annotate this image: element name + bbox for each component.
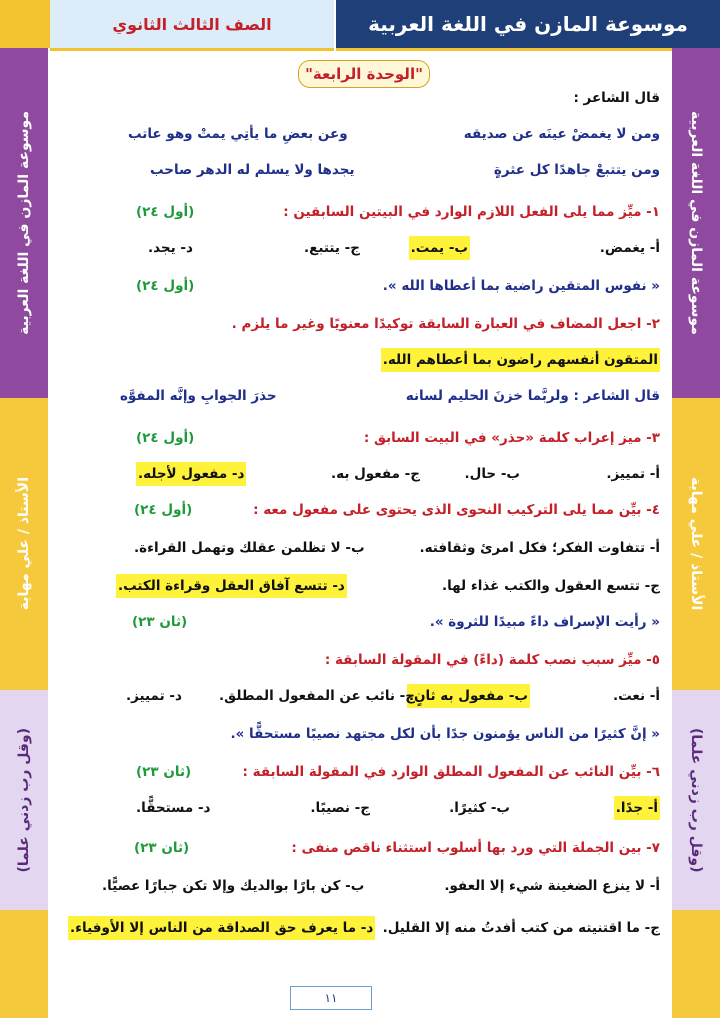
q3-option-c: ج- مفعول به. (331, 466, 420, 482)
poem2-left: حذرَ الجوابِ وإنَّه المفوَّه (120, 388, 277, 404)
grade-label: الصف الثالث الثانوي (50, 0, 334, 51)
side-verse-text-left: (وقل رب زدني علما) (16, 727, 32, 873)
side-encyclopedia-text: موسوعة المازن في اللغة العربية (688, 111, 704, 335)
q6-ref: (ثان ٢٣) (136, 764, 192, 780)
quote1-ref: (أول ٢٤) (136, 278, 195, 294)
page-number: ١١ (290, 986, 372, 1010)
quote2: « رأيت الإسراف داءً مبيدًا للثروة ». (429, 614, 660, 630)
right-side-teacher (672, 398, 720, 690)
q4-option-c: ج- تتسع العقول والكتب غذاء لها. (441, 578, 660, 594)
left-side-teacher (0, 398, 48, 690)
quote2-ref: (ثان ٢٣) (132, 614, 188, 630)
q7-ref: (ثان ٢٣) (134, 840, 190, 856)
page-content (58, 52, 660, 1012)
q4-option-a: أ- تتفاوت الفكر؛ فكل امرئ وثقافته. (419, 540, 660, 556)
q3-text: ٣- ميز إعراب كلمة «حذر» في البيت السابق : (363, 430, 660, 446)
q3-ref: (أول ٢٤) (136, 430, 195, 446)
q1-option-b: ب- يمت. (409, 236, 470, 260)
poem1-line1-left: وعن بعضِ ما يأتِي يمتْ وهو عاتب (128, 126, 348, 142)
side-encyclopedia-text-left: موسوعة المازن في اللغة العربية (16, 111, 32, 335)
q7-option-b: ب- كن بارًا بوالديك وإلا تكن جبارًا عصيًّا. (102, 878, 365, 894)
q2-answer: المتقون أنفسهم راضون بما أعطاهم الله. (381, 348, 660, 372)
right-side-verse (672, 690, 720, 910)
side-teacher-text: الأستاذ / علي مهاية (688, 477, 704, 611)
q4-option-b: ب- لا تظلمن عقلك وتهمل القراءة. (134, 540, 365, 556)
poem2-right: قال الشاعر : ولربَّما خزنَ الحليم لسانه (405, 388, 660, 404)
side-verse-text: (وقل رب زدني علما) (688, 727, 704, 873)
q7-option-c: ج- ما اقتنيته من كتب أفدتُ منه إلا القليل. (382, 920, 660, 936)
q6-option-b: ب- كثيرًا. (449, 800, 510, 816)
left-side-encyclopedia (0, 48, 48, 398)
q1-option-c: ج- يتتبع. (304, 240, 360, 256)
q7-option-a: أ- لا ينزع الضغينة شيء إلا العفو. (444, 878, 660, 894)
q2-text: ٢- اجعل المضاف في العبارة السابقة توكيدًا معنويًا وغير ما يلزم . (231, 316, 660, 332)
q5-option-b: ب- مفعول به ثانٍ. (407, 684, 530, 708)
q3-option-b: ب- حال. (464, 466, 520, 482)
right-side-encyclopedia (672, 48, 720, 398)
right-side-foot (672, 910, 720, 1018)
side-teacher-text-left: الأستاذ / علي مهاية (16, 477, 32, 611)
poem1-line2-left: يجدها ولا يسلم له الدهر صاحب (150, 162, 355, 178)
unit-title: "الوحدة الرابعة" (298, 60, 430, 88)
q3-option-a: أ- تمييز. (606, 466, 660, 482)
book-title: موسوعة المازن في اللغة العربية (336, 0, 720, 51)
q5-option-c: ج- نائب عن المفعول المطلق. (219, 688, 415, 704)
q6-option-d: د- مستحقًّا. (136, 800, 211, 816)
q1-ref: (أول ٢٤) (136, 204, 195, 220)
q3-option-d: د- مفعول لأجله. (136, 462, 246, 486)
q4-ref: (أول ٢٤) (134, 502, 193, 518)
q4-text: ٤- بيِّن مما يلى التركيب النحوى الذى يحتوى على مفعول معه : (253, 502, 660, 518)
quote3: « إنَّ كثيرًا من الناس يؤمنون جدًا بأن لكل مجتهد نصيبًا مستحقًّا ». (230, 726, 660, 742)
quote1: « نفوس المتقين راضية بما أعطاها الله ». (382, 278, 660, 294)
q4-option-d: د- تتسع آفاق العقل وقراءة الكتب. (116, 574, 347, 598)
header-corner (0, 0, 50, 48)
poem1-line1-right: ومن لا يغمضْ عينَه عن صديقه (463, 126, 660, 142)
q6-text: ٦- بيِّن النائب عن المفعول المطلق الوارد في المقولة السابقة : (242, 764, 660, 780)
q1-text: ١- ميِّز مما يلى الفعل اللازم الوارد في البيتين السابقين : (283, 204, 660, 220)
poet-intro: قال الشاعر : (573, 90, 660, 106)
q7-text: ٧- بين الجملة التي ورد بها أسلوب استثناء ناقص منفى : (291, 840, 660, 856)
q1-option-d: د- يجد. (148, 240, 193, 256)
q1-option-a: أ- يغمض. (599, 240, 660, 256)
q5-option-a: أ- نعت. (612, 688, 660, 704)
q6-option-a: أ- جدًا. (614, 796, 660, 820)
q5-text: ٥- ميِّز سبب نصب كلمة (داءً) في المقولة السابقة : (324, 652, 660, 668)
q6-option-c: ج- نصيبًا. (310, 800, 370, 816)
poem1-line2-right: ومن يتتبعْ جاهدًا كل عثرةٍ (493, 162, 660, 178)
q7-option-d: د- ما يعرف حق الصداقة من الناس إلا الأوفياء. (68, 916, 375, 940)
left-side-verse (0, 690, 48, 910)
q5-option-d: د- تمييز. (126, 688, 182, 704)
left-side-foot (0, 910, 48, 1018)
